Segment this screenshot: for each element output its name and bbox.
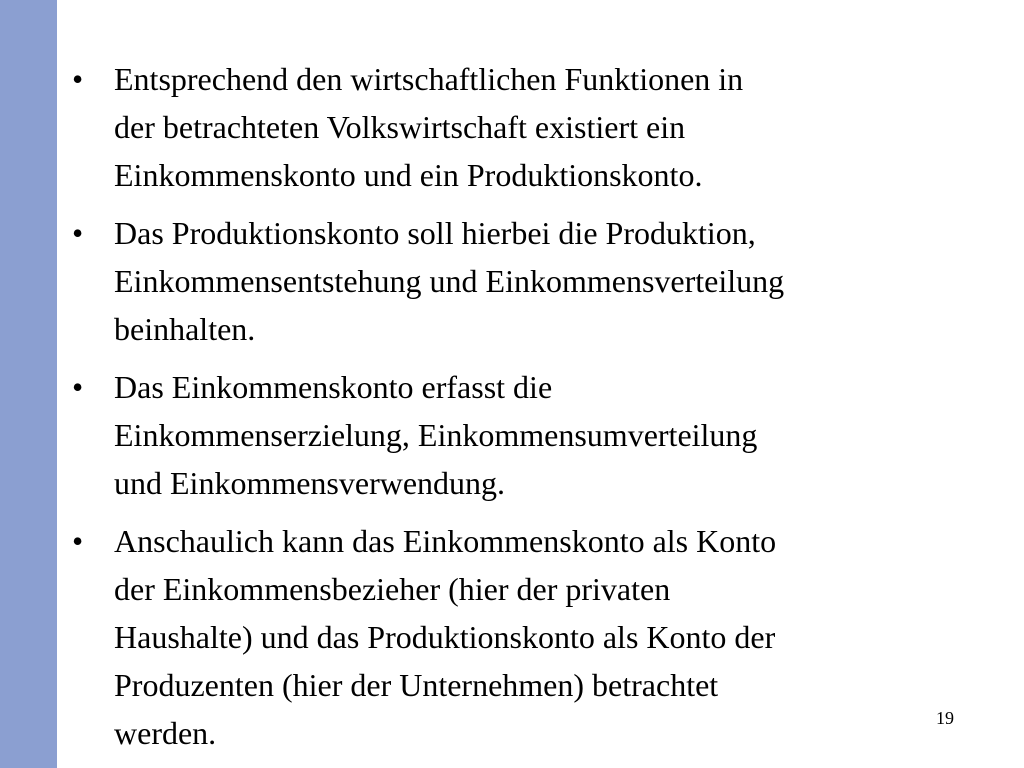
bullet-list [72,55,972,767]
bullet-marker-2: • [72,215,84,251]
bullet-item-1 [72,55,972,199]
bullet-text-3: Das Einkommenskonto erfasst die Einkommenserzielung, Einkommensumverteilung und Einkommensverwendung. [114,369,758,501]
bullet-marker-3: • [72,369,84,405]
bullet-text-4: Anschaulich kann das Einkommenskonto als Konto der Einkommensbezieher (hier der privaten Haushalte) und das Produktionskonto als Konto der Produzenten (hier der Unternehmen) betrachtet werden. [114,523,777,751]
slide-number: 19 [936,708,954,728]
bullet-marker-1: • [72,61,84,97]
bullet-item-2 [72,209,972,353]
bullet-item-3 [72,363,972,507]
bullet-text-2: Das Produktionskonto soll hierbei die Produktion, Einkommensentstehung und Einkommensverteilung beinhalten. [114,215,785,347]
bullet-marker-4: • [72,523,84,559]
left-accent-bar [0,0,57,768]
bullet-text-1: Entsprechend den wirtschaftlichen Funktionen in der betrachteten Volkswirtschaft existiert ein Einkommenskonto und ein Produktionskonto. [114,61,744,193]
bullet-item-4 [72,517,972,757]
